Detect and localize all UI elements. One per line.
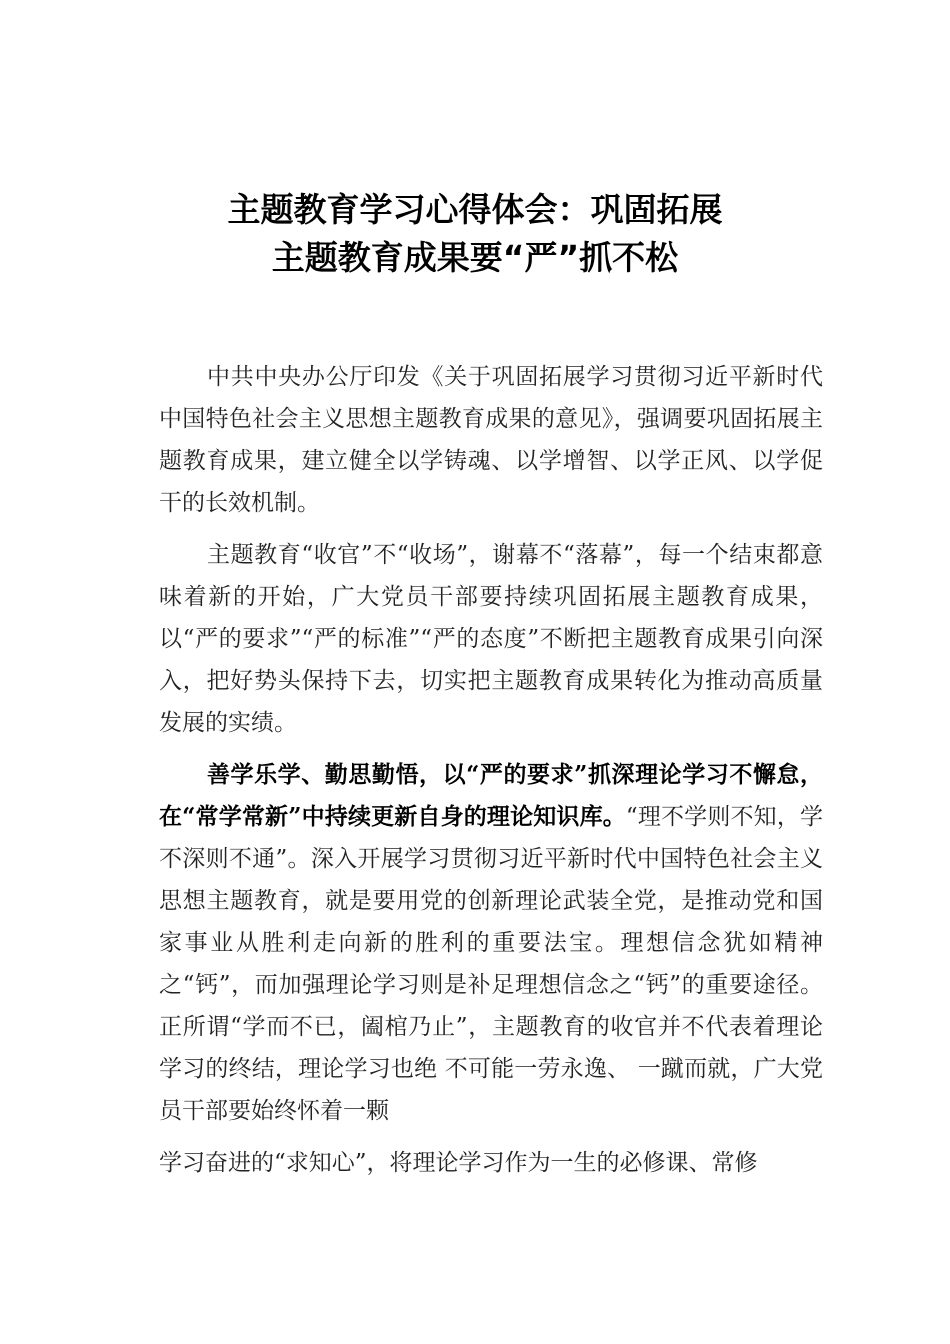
paragraph-4 bbox=[159, 1142, 823, 1184]
paragraph-3-bold-lead: 善学乐学、勤思勤悟，以“严的要求”抓深理论学习不懈怠，在“常学常新”中持续更新自身的理论知识库。 bbox=[159, 761, 823, 830]
title-line-2: 主题教育成果要“严”抓不松 bbox=[271, 238, 679, 277]
paragraph-3 bbox=[159, 754, 823, 1132]
title-line-1: 主题教育学习心得体会：巩固拓展 bbox=[227, 190, 723, 229]
paragraph-1 bbox=[159, 356, 823, 524]
document-body bbox=[159, 356, 823, 1184]
paragraph-4-text: 学习奋进的“求知心”，将理论学习作为一生的必修课、常修 bbox=[159, 1150, 758, 1176]
paragraph-1-text: 中共中央办公厅印发《关于巩固拓展学习贯彻习近平新时代中国特色社会主义思想主题教育成果的意见》，强调要巩固拓展主题教育成果，建立健全以学铸魂、以学增智、以学正风、以学促干的长效机制。 bbox=[159, 364, 823, 516]
paragraph-2-text: 主题教育“收官”不“收场”，谢幕不“落幕”，每一个结束都意味着新的开始，广大党员干部要持续巩固拓展主题教育成果，以“严的要求”“严的标准”“严的态度”不断把主题教育成果引向深入，把好势头保持下去，切实把主题教育成果转化为推动高质量发展的实绩。 bbox=[159, 542, 823, 736]
paragraph-2 bbox=[159, 534, 823, 744]
document-title bbox=[0, 186, 950, 282]
paragraph-3-text: “理不学则不知，学不深则不通”。深入开展学习贯彻习近平新时代中国特色社会主义思想主题教育，就是要用党的创新理论武装全党，是推动党和国家事业从胜利走向新的胜利的重要法宝。理想信念犹如精神之“钙”，而加强理论学习则是补足理想信念之“钙”的重要途径。正所谓“学而不已，阖棺乃止”，主题教育的收官并不代表着理论学习的终结，理论学习也绝 不可能一劳永逸、 一蹴而就，广大党员干部要始终怀着一颗 bbox=[159, 804, 823, 1124]
